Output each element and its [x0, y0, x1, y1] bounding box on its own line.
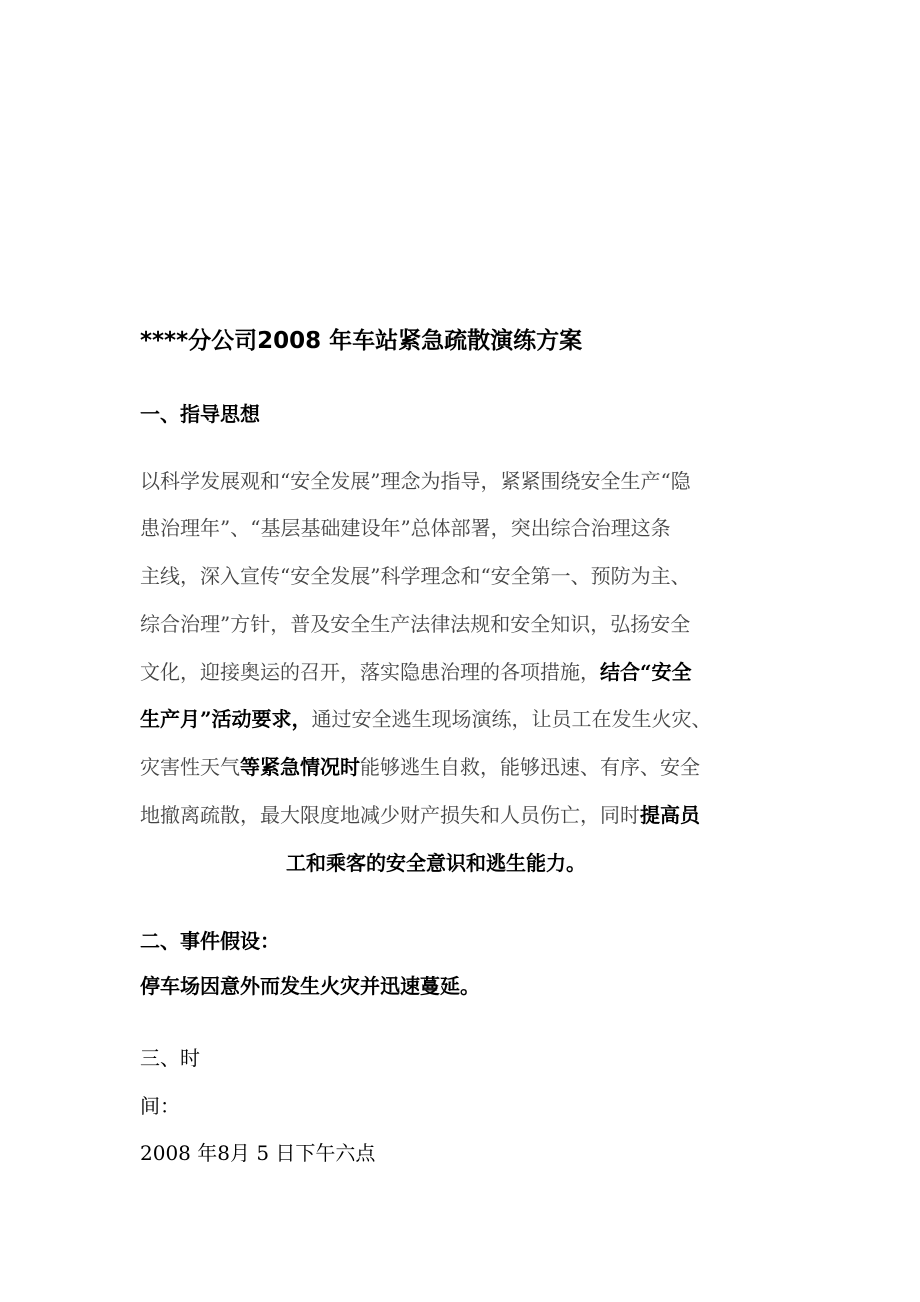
line-text: 能够逃生自救，能够迅速、有序、安全 [360, 755, 700, 779]
line-text: 地撤离疏散，最大限度地减少财产损失和人员伤亡，同时 [140, 803, 640, 827]
section-3-heading-part2: 间： [140, 1094, 180, 1118]
section-1-heading: 一、指导思想 [140, 402, 260, 426]
line-text: 以科学发展观和“安全发展”理念为指导，紧紧围绕安全生产“隐 [140, 469, 691, 493]
paragraph-line-6 [140, 704, 712, 734]
section-3-heading-part1: 三、时 [140, 1046, 200, 1070]
line-text-bold: 等紧急情况时 [240, 755, 360, 779]
paragraph-line-1 [140, 466, 691, 496]
paragraph-line-3 [140, 561, 691, 591]
paragraph-line-4 [140, 609, 690, 639]
paragraph-line-5 [140, 657, 692, 687]
paragraph-line-8 [140, 800, 700, 830]
paragraph-line-7 [140, 752, 700, 782]
line-text: 文化，迎接奥运的召开，落实隐患治理的各项措施， [140, 660, 600, 684]
line-text-bold: 工和乘客的安全意识和逃生能力。 [286, 851, 586, 875]
line-text-bold: 提高员 [640, 803, 700, 827]
line-text: 灾害性天气 [140, 755, 240, 779]
paragraph-line-9 [286, 848, 586, 878]
line-text: 综合治理”方针，普及安全生产法律法规和安全知识，弘扬安全 [140, 612, 691, 636]
section-2-text: 停车场因意外而发生火灾并迅速蔓延。 [140, 974, 480, 998]
document-title: ****分公司2008 年车站紧急疏散演练方案 [140, 328, 583, 354]
line-text-bold: 生产月”活动要求， [140, 707, 312, 731]
section-3-text: 2008 年8月 5 日下午六点 [140, 1141, 376, 1165]
paragraph-line-2 [140, 513, 671, 543]
line-text: 主线，深入宣传“安全发展”科学理念和“安全第一、预防为主、 [140, 564, 691, 588]
line-text: 患治理年”、“基层基础建设年”总体部署，突出综合治理这条 [140, 516, 671, 540]
section-2-heading: 二、事件假设： [140, 929, 280, 953]
line-text-bold: 结合“安全 [600, 660, 692, 684]
line-text: 通过安全逃生现场演练，让员工在发生火灾、 [311, 707, 712, 731]
